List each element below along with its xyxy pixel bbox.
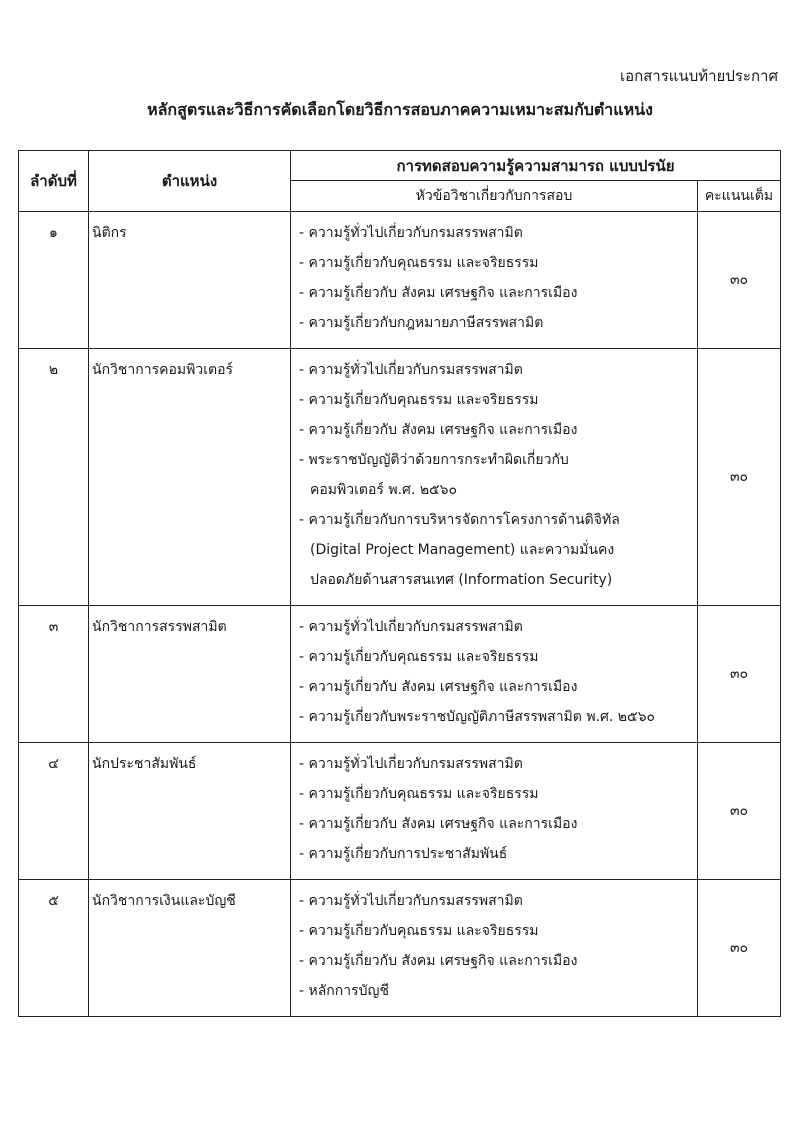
row-topics (291, 606, 698, 743)
row-number: ๑ (19, 212, 89, 349)
row-score: ๓๐ (698, 743, 781, 880)
topic-item: - ความรู้เกี่ยวกับคุณธรรม และจริยธรรม (299, 786, 539, 802)
topic-item: - ความรู้เกี่ยวกับคุณธรรม และจริยธรรม (299, 649, 539, 665)
topic-item: - ความรู้ทั่วไปเกี่ยวกับกรมสรรพสามิต (299, 362, 523, 378)
topic-item: คอมพิวเตอร์ พ.ศ. ๒๕๖๐ (310, 482, 458, 498)
topic-item: - ความรู้ทั่วไปเกี่ยวกับกรมสรรพสามิต (299, 619, 523, 635)
row-number: ๕ (19, 880, 89, 1017)
row-position: นักวิชาการเงินและบัญชี (89, 880, 291, 1017)
row-position: นักวิชาการสรรพสามิต (89, 606, 291, 743)
topic-item: (Digital Project Management) และความมั่นคง (310, 542, 615, 558)
table-row (19, 880, 781, 1017)
document-title: หลักสูตรและวิธีการคัดเลือกโดยวิธีการสอบภาคความเหมาะสมกับตำแหน่ง (147, 100, 653, 119)
topic-item: - ความรู้เกี่ยวกับ สังคม เศรษฐกิจ และการเมือง (299, 816, 578, 832)
topic-item: - ความรู้เกี่ยวกับการประชาสัมพันธ์ (299, 846, 508, 862)
row-topics (291, 349, 698, 606)
topic-item: - ความรู้เกี่ยวกับคุณธรรม และจริยธรรม (299, 923, 539, 939)
topic-item: - ความรู้เกี่ยวกับการบริหารจัดการโครงการด้านดิจิทัล (299, 512, 620, 528)
row-score: ๓๐ (698, 606, 781, 743)
row-number: ๔ (19, 743, 89, 880)
table-row (19, 212, 781, 349)
topic-item: - ความรู้ทั่วไปเกี่ยวกับกรมสรรพสามิต (299, 893, 523, 909)
header-test-group: การทดสอบความรู้ความสามารถ แบบปรนัย (291, 151, 781, 181)
row-number: ๒ (19, 349, 89, 606)
topic-item: - ความรู้เกี่ยวกับคุณธรรม และจริยธรรม (299, 255, 539, 271)
table-row (19, 743, 781, 880)
table-row (19, 606, 781, 743)
topic-item: - ความรู้เกี่ยวกับคุณธรรม และจริยธรรม (299, 392, 539, 408)
row-topics (291, 743, 698, 880)
topic-item: - ความรู้เกี่ยวกับกฎหมายภาษีสรรพสามิต (299, 315, 544, 331)
row-number: ๓ (19, 606, 89, 743)
annex-label: เอกสารแนบท้ายประกาศ (619, 67, 778, 85)
row-position: นักวิชาการคอมพิวเตอร์ (89, 349, 291, 606)
row-score: ๓๐ (698, 349, 781, 606)
header-position: ตำแหน่ง (89, 151, 291, 212)
topic-item: - ความรู้เกี่ยวกับ สังคม เศรษฐกิจ และการเมือง (299, 679, 578, 695)
topic-item: - พระราชบัญญัติว่าด้วยการกระทำผิดเกี่ยวกับ (299, 452, 569, 468)
topic-item: - ความรู้เกี่ยวกับ สังคม เศรษฐกิจ และการเมือง (299, 422, 578, 438)
table-row (19, 349, 781, 606)
selection-criteria-table (18, 150, 781, 1017)
topic-item: - ความรู้ทั่วไปเกี่ยวกับกรมสรรพสามิต (299, 756, 523, 772)
topic-item: - ความรู้เกี่ยวกับ สังคม เศรษฐกิจ และการเมือง (299, 285, 578, 301)
topic-item: - ความรู้เกี่ยวกับพระราชบัญญัติภาษีสรรพสามิต พ.ศ. ๒๕๖๐ (299, 709, 656, 725)
row-score: ๓๐ (698, 212, 781, 349)
table-body (19, 212, 781, 1017)
topic-item: - ความรู้เกี่ยวกับ สังคม เศรษฐกิจ และการเมือง (299, 953, 578, 969)
row-position: นิติกร (89, 212, 291, 349)
topic-item: - ความรู้ทั่วไปเกี่ยวกับกรมสรรพสามิต (299, 225, 523, 241)
row-topics (291, 880, 698, 1017)
topic-item: - หลักการบัญชี (299, 983, 389, 999)
row-topics (291, 212, 698, 349)
topic-item: ปลอดภัยด้านสารสนเทศ (Information Security) (310, 572, 613, 588)
header-no: ลำดับที่ (19, 151, 89, 212)
row-score: ๓๐ (698, 880, 781, 1017)
header-score: คะแนนเต็ม (698, 181, 781, 212)
header-topics: หัวข้อวิชาเกี่ยวกับการสอบ (291, 181, 698, 212)
row-position: นักประชาสัมพันธ์ (89, 743, 291, 880)
